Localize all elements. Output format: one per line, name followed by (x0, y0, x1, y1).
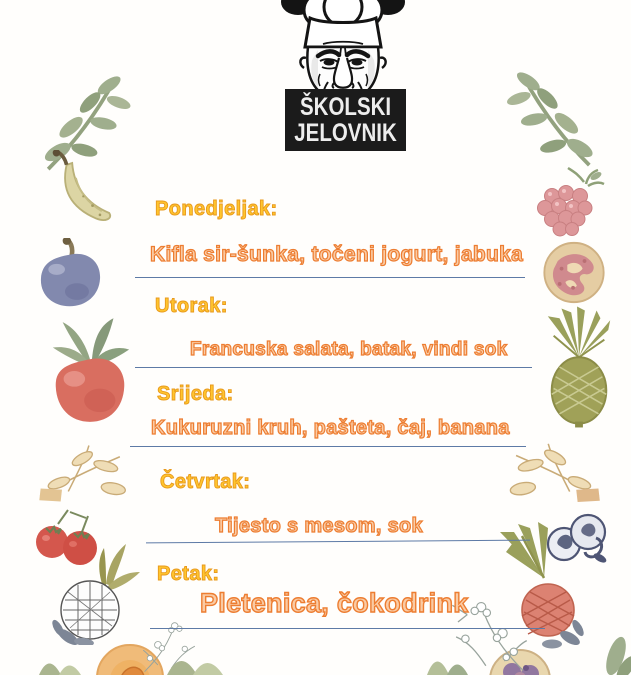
divider-line (150, 628, 545, 629)
banana-icon (38, 150, 123, 238)
corner-leaf-icon (598, 634, 631, 675)
day-label-petak: Petak: (157, 563, 220, 585)
plum-icon (33, 238, 108, 310)
meal-ponedjeljak: Kifla sir-šunka, točeni jogurt, jabuka (150, 243, 524, 266)
day-label-utorak: Utorak: (155, 295, 228, 317)
sketched-plant-icon (505, 436, 610, 514)
divider-line (130, 446, 526, 447)
sage-leaves-icon (425, 646, 470, 675)
logo-box (285, 89, 406, 151)
day-label-ponedjeljak: Ponedjeljak: (155, 198, 278, 220)
sage-leaves-icon (165, 645, 225, 675)
leafy-branch-icon (505, 68, 605, 168)
sad-chef-face-icon (268, 0, 418, 95)
logo-line-2: JELOVNIK (294, 119, 397, 147)
divider-line (146, 540, 530, 544)
raspberry-icon (528, 166, 606, 238)
day-label-cetvrtak: Četvrtak: (160, 471, 251, 493)
sage-leaves-icon (35, 652, 85, 675)
tomato-icon (45, 315, 135, 430)
pineapple-icon (540, 306, 618, 428)
meal-petak: Pletenica, čokodrink (200, 588, 469, 618)
meal-cetvrtak: Tijesto s mesom, sok (215, 515, 423, 537)
meal-utorak: Francuska salata, batak, vindi sok (190, 339, 508, 360)
logo-line-1: ŠKOLSKI (299, 93, 392, 121)
day-label-srijeda: Srijeda: (157, 383, 234, 405)
pomegranate-icon (538, 240, 610, 305)
divider-line (135, 367, 532, 368)
sketched-plant-icon (30, 438, 130, 513)
meal-srijeda: Kukuruzni kruh, pašteta, čaj, banana (151, 417, 510, 439)
divider-line (135, 277, 525, 278)
